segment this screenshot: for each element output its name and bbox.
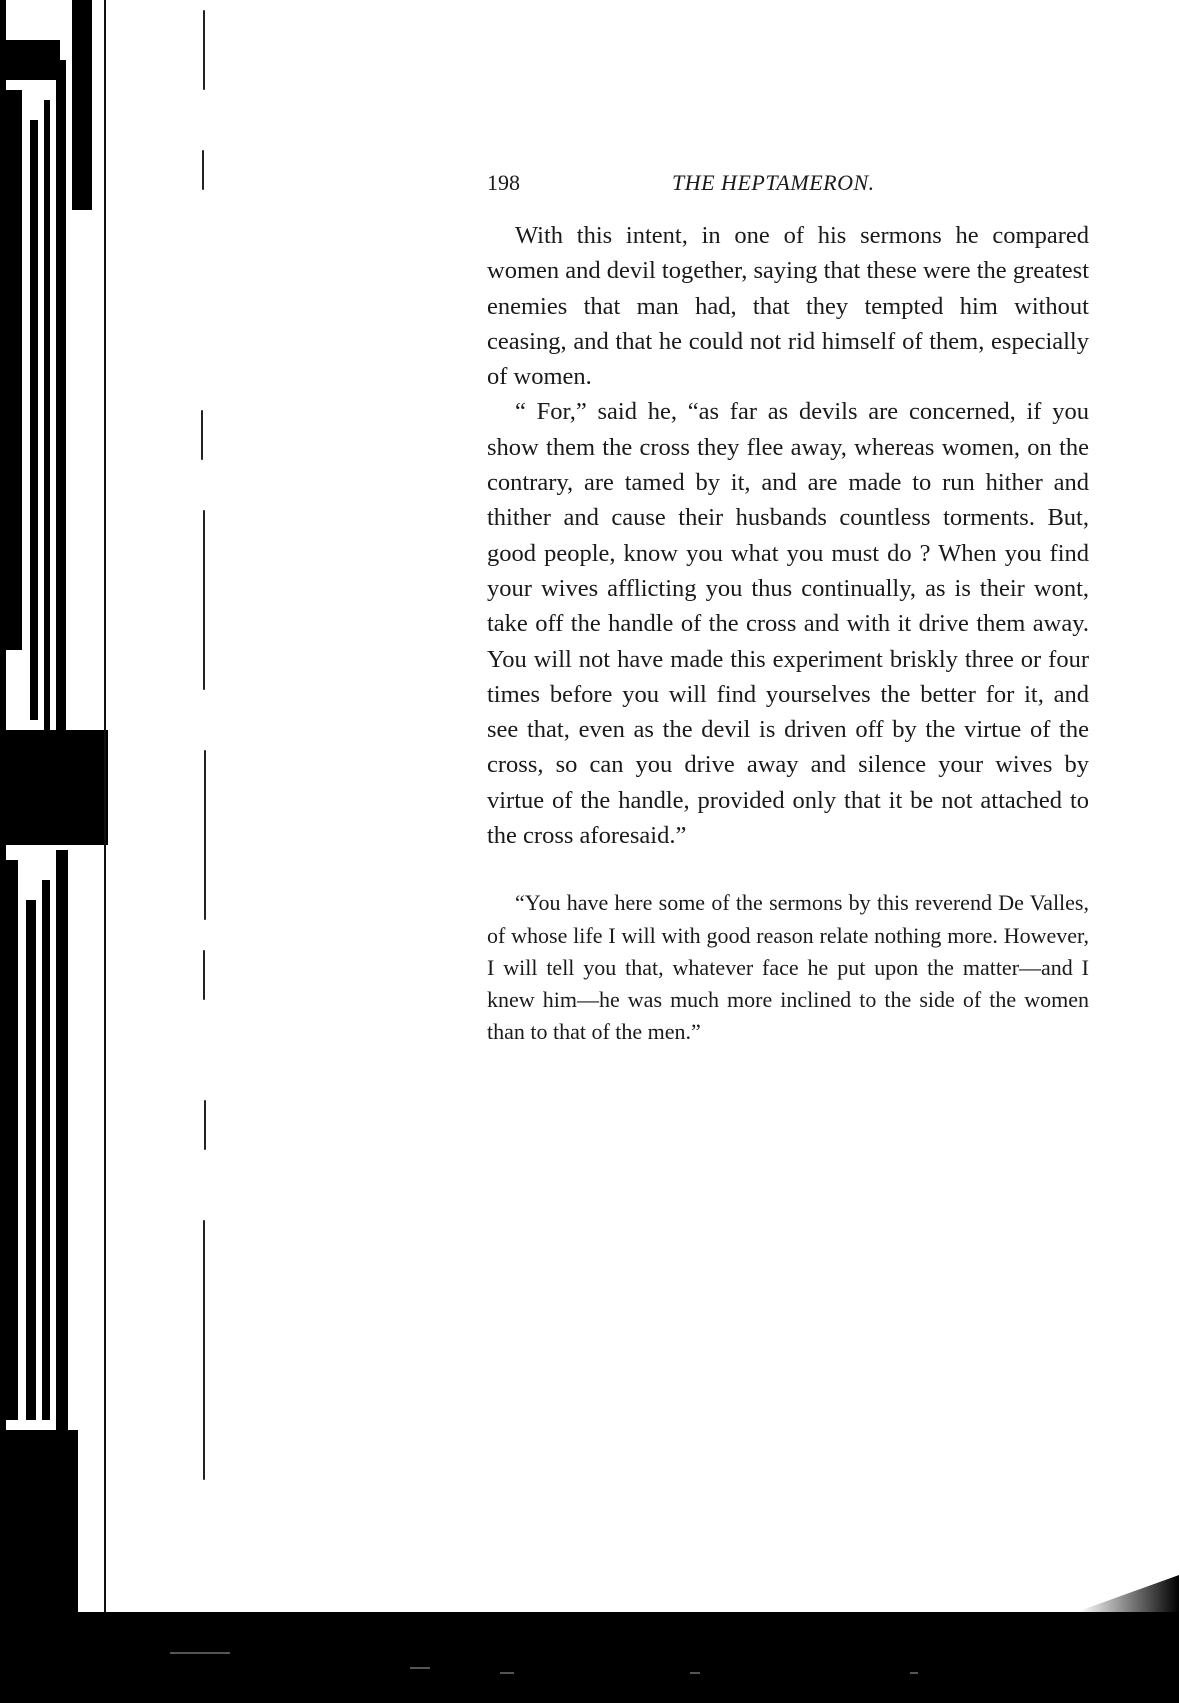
body-paragraph-1: With this intent, in one of his sermons he compared women and devil together, saying that these were the greatest enemies that man had, that they tempted him without ceasing, and that he could not rid himself of them, especially of women.: [487, 222, 1089, 391]
page-number: 198: [487, 170, 520, 195]
book-title: THE HEPTAMERON.: [672, 170, 875, 195]
scan-bottom-edge: [0, 1612, 1179, 1703]
epilogue-paragraph: “You have here some of the sermons by this reverend De Valles, of whose life I will with good reason relate nothing more. However, I will tell you that, whatever face he put upon the matter—and I knew him—he was much more inclined to the side of the women than to that of the men.”: [487, 890, 1089, 1045]
body-paragraph-2: “ For,” said he, “as far as devils are concerned, if you show them the cross they flee away, whereas women, on the contrary, are tamed by it, and are made to run hither and thither and cause their husbands countless torments. But, good people, know you what you must do ? When you find your wives afflicting you thus continually, as is their wont, take off the handle of the cross and with it drive them away. You will not have made this experiment briskly three or four times before you will find yourselves the better for it, and see that, even as the devil is driven off by the virtue of the cross, so can you drive away and silence your wives by virtue of the handle, provided only that it be not attached to the cross aforesaid.”: [487, 398, 1089, 850]
scan-binding-edge: [0, 0, 108, 1620]
page-text-block: [487, 170, 1089, 1048]
running-head: [487, 170, 1089, 200]
epilogue-text: [487, 887, 1089, 1048]
body-text: [487, 218, 1089, 853]
scan-right-edge: [1079, 1575, 1179, 1615]
